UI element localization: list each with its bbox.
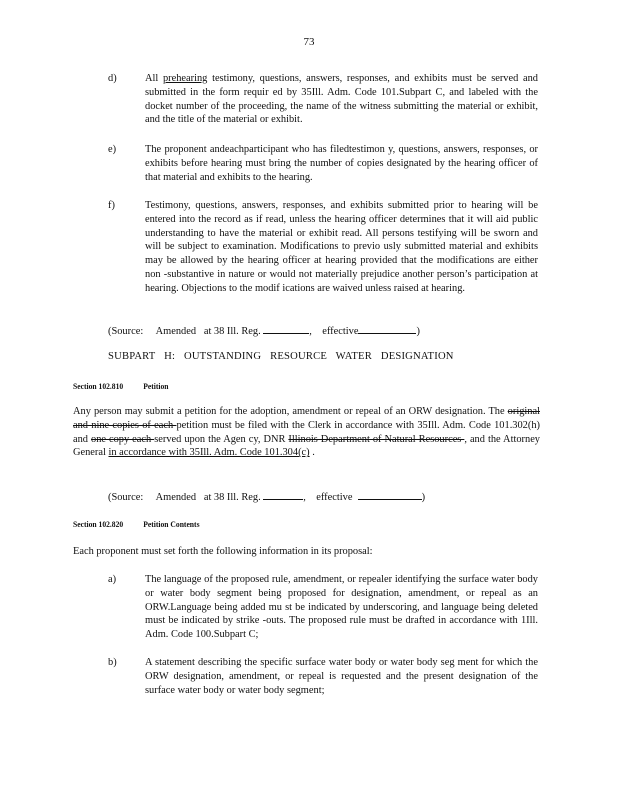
blank-line [358,323,416,334]
contents-intro: Each proponent must set forth the following information in its proposal: [73,546,373,557]
item-text: All prehearing testimony, questions, answers, responses, and exhibits must be served and submitted in the form requir ed by 35Ill. Adm. Code 101.Subpart C, and labeled with the docket number of the proceeding, the name of the witness submitting the material or exhibit, and the title of the material or exhibit. [145,73,538,126]
section-heading: Section 102.810 Petition [73,381,169,392]
item-text: A statement describing the specific surface water body or water body seg ment for which the ORW designation, amendment, or repeal is requested and the present designation of the surface water body or water body segment; [145,657,538,696]
list-item [108,199,538,296]
item-letter: a) [108,574,117,585]
subpart-heading: SUBPART H: OUTSTANDING RESOURCE WATER DESIGNATION [108,351,454,362]
list-item [108,72,538,127]
item-text: The language of the proposed rule, amendment, or repealer identifying the surface water body or water body segment being proposed for designation, amendment, or repeal as an ORW.Language being added mu st be indicated by underscoring, and language being deleted must be indicated by strike -outs. The proposed rule must be drafted in accordance with 1Ill. Adm. Code 100.Subpart C; [145,574,538,641]
item-letter: b) [108,657,117,668]
item-text: The proponent andeachparticipant who has filedtestimon y, questions, answers, responses, or exhibits before hearing must bring the number of copies designated by the hearing officer of that material and exhibits to the hearing. [145,144,538,183]
item-text: Testimony, questions, answers, responses, and exhibits submitted prior to hearing will be entered into the record as if read, unless the hearing officer determines that it will aid public understanding to have the material or exhibit read. All persons testifying will be sworn and will be subject to examination. Modifications to previo usly submitted material and exhibits may be allowed by the hearing officer at hearing provided that the modifications are either non -substantive in nature or would not materially prejudice another person’s participation at hearing. Objections to the modif ications are waived unless raised at hearing. [145,200,538,294]
list-item [108,656,538,697]
list-item [108,573,538,642]
list-item [108,143,538,184]
page-number: 73 [303,36,315,48]
source-note: (Source: Amended at 38 Ill. Reg. , effective ) [108,489,425,505]
item-letter: f) [108,200,115,211]
source-note: (Source: Amended at 38 Ill. Reg. , effective ) [108,323,420,339]
blank-line [358,489,422,500]
blank-line [263,489,303,500]
item-letter: e) [108,144,117,155]
section-heading: Section 102.820 Petition Contents [73,519,200,530]
blank-line [263,323,309,334]
item-letter: d) [108,73,117,84]
petition-paragraph: Any person may submit a petition for the adoption, amendment or repeal of an ORW designation. The original and nine copies of each petition must be filed with the Clerk in accordance with 35Ill. Adm. Code 101.302(h) and one copy each served upon the Agen cy, DNR Illinois Department of Natural Resources , and the Attorney General in accordance with 35Ill. Adm. Code 101.304(c) . [73,406,540,459]
